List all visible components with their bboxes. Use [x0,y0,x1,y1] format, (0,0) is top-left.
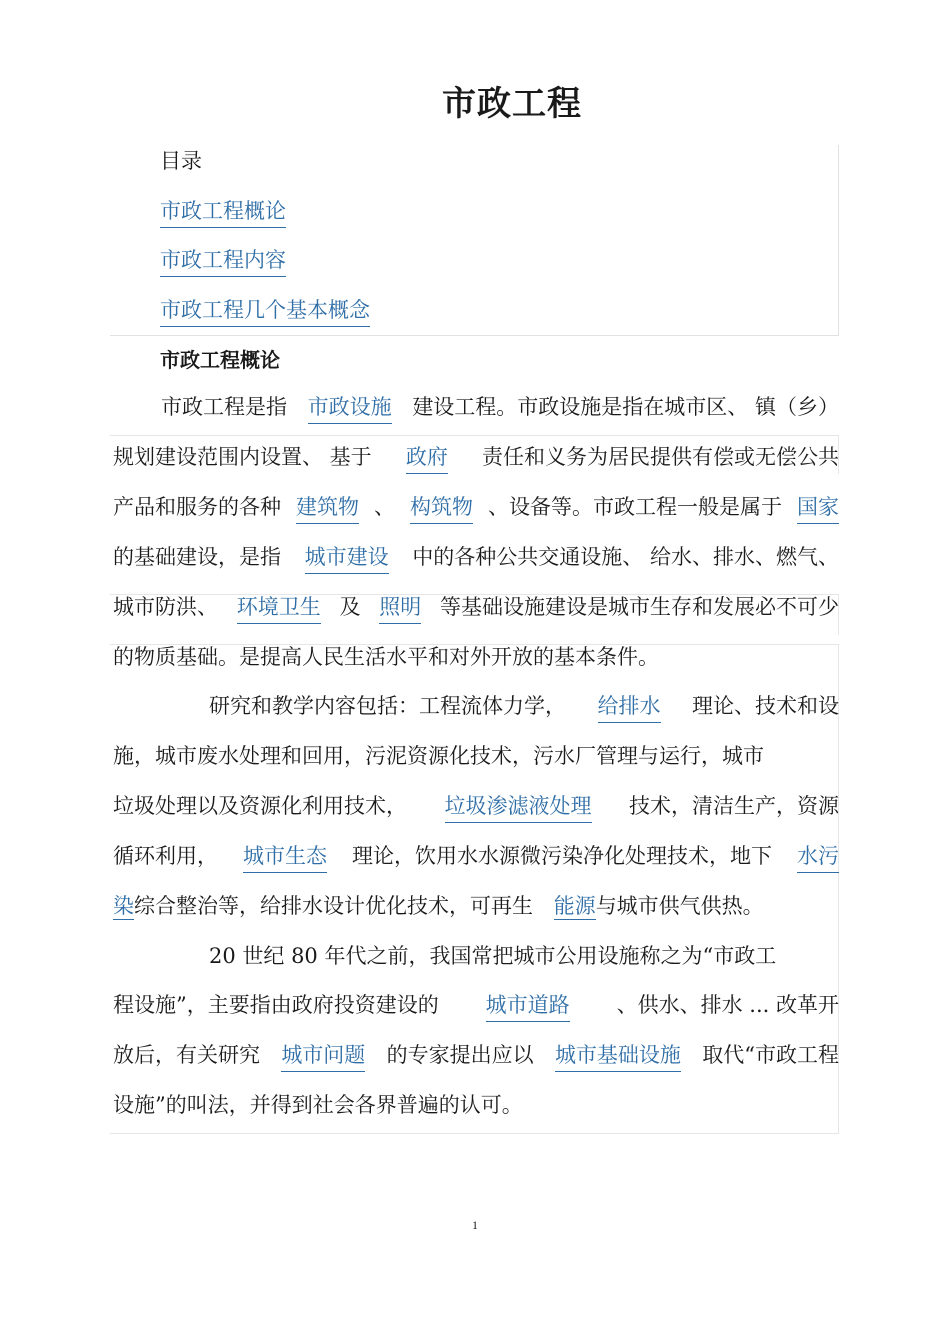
paragraph-line [113,1090,839,1120]
link-urban-construction[interactable]: 城市建设 [305,542,389,574]
text-span: 等基础设施建设是城市生存和发展必不可少 [440,595,839,619]
paragraph-line [209,691,839,723]
text-span: 建设工程。市政设施是指在城市区、 镇（乡） [412,395,839,419]
text-span: 及 [339,595,361,619]
text-span: 、设备等。市政工程一般是属于 [488,495,782,519]
link-urban-ecology[interactable]: 城市生态 [243,841,327,873]
paragraph-line [209,941,839,971]
link-water-supply-drainage[interactable]: 给排水 [598,691,661,723]
link-water-pollution-cont[interactable]: 染 [113,894,134,918]
paragraph-line [161,392,839,424]
text-span: 市政工程是指 [161,395,287,419]
section-heading: 市政工程概论 [160,348,280,372]
text-span: 综合整治等，给排水设计优化技术，可再生 [134,894,533,918]
text-span: 理论、技术和设 [692,694,839,718]
link-municipal-facilities[interactable]: 市政设施 [308,392,392,424]
text-span: 的物质基础。是提高人民生活水平和对外开放的基本条件。 [113,645,659,669]
text-span: 理论，饮用水水源微污染净化处理技术，地下 [352,844,772,868]
page-title: 市政工程 [442,84,582,124]
link-water-pollution[interactable]: 水污 [797,841,839,873]
page-number: 1 [472,1218,478,1232]
paragraph-line [113,841,839,873]
paragraph-line [113,1040,839,1072]
paragraph-line [113,542,839,574]
text-span: 、供水、排水 ... 改革开 [616,993,839,1017]
text-span: 规划建设范围内设置、 基于 [113,445,372,469]
text-span: 的基础建设，是指 [113,545,281,569]
text-span: 取代“市政工程 [702,1043,839,1067]
text-span: 责任和义务为居民提供有偿或无偿公共 [482,445,839,469]
paragraph-line [113,741,813,771]
toc-link-content[interactable]: 市政工程内容 [160,244,286,277]
paragraph-line [113,891,839,921]
text-span: 中的各种公共交通设施、 给水、排水、燃气、 [412,545,839,569]
paragraph-line [113,592,839,624]
link-government[interactable]: 政府 [406,442,448,474]
link-urban-roads[interactable]: 城市道路 [486,990,570,1022]
text-span: 20 世纪 80 年代之前，我国常把城市公用设施称之为“市政工 [209,944,777,968]
text-span: 与城市供气供热。 [595,894,764,918]
paragraph-line [113,442,839,474]
link-energy[interactable]: 能源 [553,894,596,918]
link-structures[interactable]: 构筑物 [410,492,473,524]
text-span: 技术，清洁生产，资源 [629,794,839,818]
link-environmental-sanitation[interactable]: 环境卫生 [237,592,321,624]
link-urban-infrastructure[interactable]: 城市基础设施 [555,1040,681,1072]
paragraph-line [113,642,839,672]
text-span: 垃圾处理以及资源化利用技术， [113,794,407,818]
text-span: 城市防洪、 [113,595,218,619]
toc-link-overview[interactable]: 市政工程概论 [160,195,286,228]
text-span: 研究和教学内容包括：工程流体力学， [209,694,566,718]
link-landfill-leachate-treatment[interactable]: 垃圾渗滤液处理 [445,791,592,823]
link-country[interactable]: 国家 [797,492,839,524]
text-span: 设施”的叫法，并得到社会各界普遍的认可。 [113,1093,523,1117]
text-span: 循环利用， [113,844,218,868]
paragraph-line [113,492,839,524]
link-buildings[interactable]: 建筑物 [296,492,359,524]
link-lighting[interactable]: 照明 [379,592,421,624]
text-span: 的专家提出应以 [386,1043,534,1067]
text-span: 、 [374,495,395,519]
link-urban-issues[interactable]: 城市问题 [281,1040,365,1072]
paragraph-line [113,791,839,823]
text-span: 产品和服务的各种 [113,495,281,519]
text-span: 施，城市废水处理和回用，污泥资源化技术，污水厂管理与运行，城市 [113,744,764,768]
text-span: 程设施”，主要指由政府投资建设的 [113,993,439,1017]
paragraph-line [113,990,839,1022]
toc-heading: 目录 [160,149,202,173]
text-span: 放后，有关研究 [113,1043,260,1067]
toc-link-concepts[interactable]: 市政工程几个基本概念 [160,294,370,327]
